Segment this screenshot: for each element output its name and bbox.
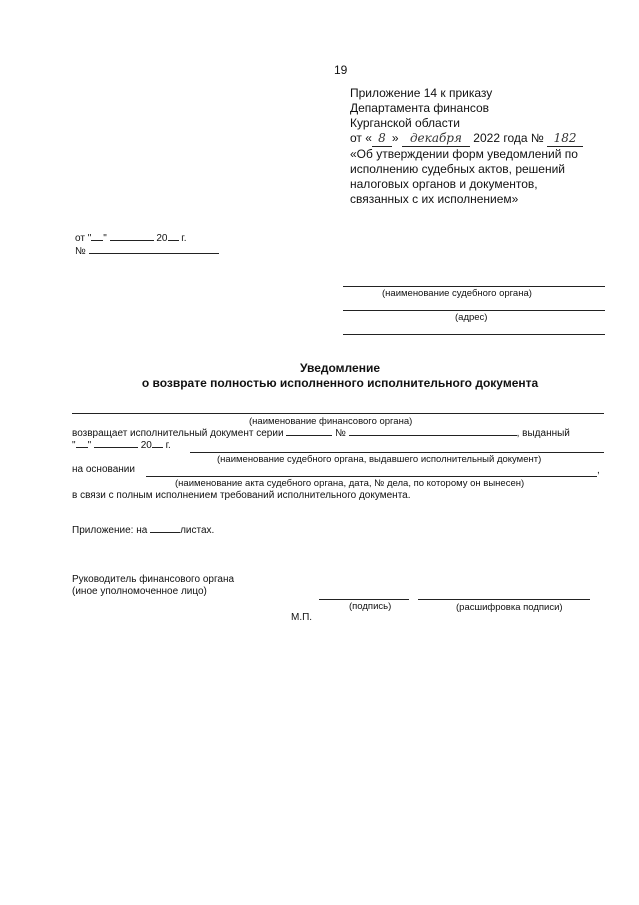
issuing-court-caption: (наименование судебного органа, выдавшего исполнительный документ) bbox=[217, 454, 542, 465]
doc-number-blank bbox=[349, 435, 517, 436]
order-number: 182 bbox=[547, 131, 583, 147]
appendix-title-2: исполнению судебных актов, решений bbox=[350, 162, 565, 176]
issue-quote-open: " bbox=[72, 440, 76, 451]
page-number: 19 bbox=[334, 63, 348, 77]
from-month-blank bbox=[110, 240, 154, 241]
attachment-prefix: Приложение: на bbox=[72, 525, 148, 536]
outgoing-date bbox=[75, 233, 187, 244]
appendix-date-line bbox=[350, 131, 620, 147]
issue-day-blank bbox=[76, 447, 88, 448]
attachment-line bbox=[72, 525, 214, 536]
court-name-caption: (наименование судебного органа) bbox=[382, 288, 532, 299]
notice-title: Уведомление bbox=[299, 361, 380, 375]
appendix-line-3: Курганской области bbox=[350, 116, 460, 130]
returns-text: возвращает исполнительный документ серии bbox=[72, 428, 284, 439]
decode-caption: (расшифровка подписи) bbox=[456, 602, 563, 613]
act-caption: (наименование акта судебного органа, дата, № дела, по которому он вынесен) bbox=[175, 478, 525, 489]
date-prefix: от « bbox=[350, 131, 372, 145]
issue-year: 20 bbox=[140, 440, 152, 451]
stamp-place: М.П. bbox=[291, 612, 313, 623]
issuing-court-line bbox=[190, 452, 604, 453]
court-name-line bbox=[343, 286, 605, 287]
address-caption: (адрес) bbox=[455, 312, 488, 323]
attachment-sheets-blank bbox=[150, 532, 180, 533]
from-day-blank bbox=[91, 240, 103, 241]
from-prefix: от " bbox=[75, 233, 92, 244]
finance-body-caption: (наименование финансового органа) bbox=[249, 416, 413, 427]
from-suffix: г. bbox=[181, 233, 187, 244]
address-line bbox=[343, 310, 605, 311]
date-mid: » bbox=[391, 131, 399, 145]
decode-line bbox=[418, 599, 590, 600]
reason-text: в связи с полным исполнением требований исполнительного документа. bbox=[72, 490, 411, 501]
from-year: 20 bbox=[156, 233, 168, 244]
issue-date-line bbox=[72, 440, 171, 451]
signature-line bbox=[319, 599, 409, 600]
date-month: декабря bbox=[402, 131, 470, 147]
head-title-2: (иное уполномоченное лицо) bbox=[72, 586, 207, 597]
appendix-title-1: «Об утверждении форм уведомлений по bbox=[350, 147, 578, 161]
issue-quote-close: " bbox=[87, 440, 92, 451]
from-year-blank bbox=[168, 240, 179, 241]
basis-comma: , bbox=[597, 465, 600, 476]
issue-suffix: г. bbox=[165, 440, 171, 451]
outgoing-number bbox=[75, 246, 219, 257]
number-sign: № bbox=[335, 428, 346, 439]
date-day: 8 bbox=[372, 131, 392, 147]
appendix-title-3: налоговых органов и документов, bbox=[350, 177, 538, 191]
appendix-block bbox=[350, 86, 620, 207]
issue-year-blank bbox=[152, 447, 163, 448]
notice-subtitle: о возврате полностью исполненного исполнительного документа bbox=[141, 376, 539, 390]
series-blank bbox=[286, 435, 332, 436]
issued-text: , выданный bbox=[516, 428, 570, 439]
address-line-2 bbox=[343, 334, 605, 335]
from-mid: " bbox=[103, 233, 107, 244]
basis-text: на основании bbox=[72, 464, 135, 475]
attachment-suffix: листах. bbox=[180, 525, 215, 536]
head-title-1: Руководитель финансового органа bbox=[72, 574, 235, 585]
appendix-line-2: Департамента финансов bbox=[350, 101, 490, 115]
finance-body-line bbox=[72, 413, 604, 414]
basis-line bbox=[146, 476, 597, 477]
issue-month-blank bbox=[94, 447, 138, 448]
signature-caption: (подпись) bbox=[349, 601, 392, 612]
number-prefix: № bbox=[75, 246, 86, 257]
number-blank bbox=[89, 253, 219, 254]
returns-line bbox=[72, 428, 570, 439]
appendix-line-1: Приложение 14 к приказу bbox=[350, 86, 493, 100]
date-year: 2022 года № bbox=[473, 131, 544, 145]
appendix-title-4: связанных с их исполнением» bbox=[350, 192, 519, 206]
